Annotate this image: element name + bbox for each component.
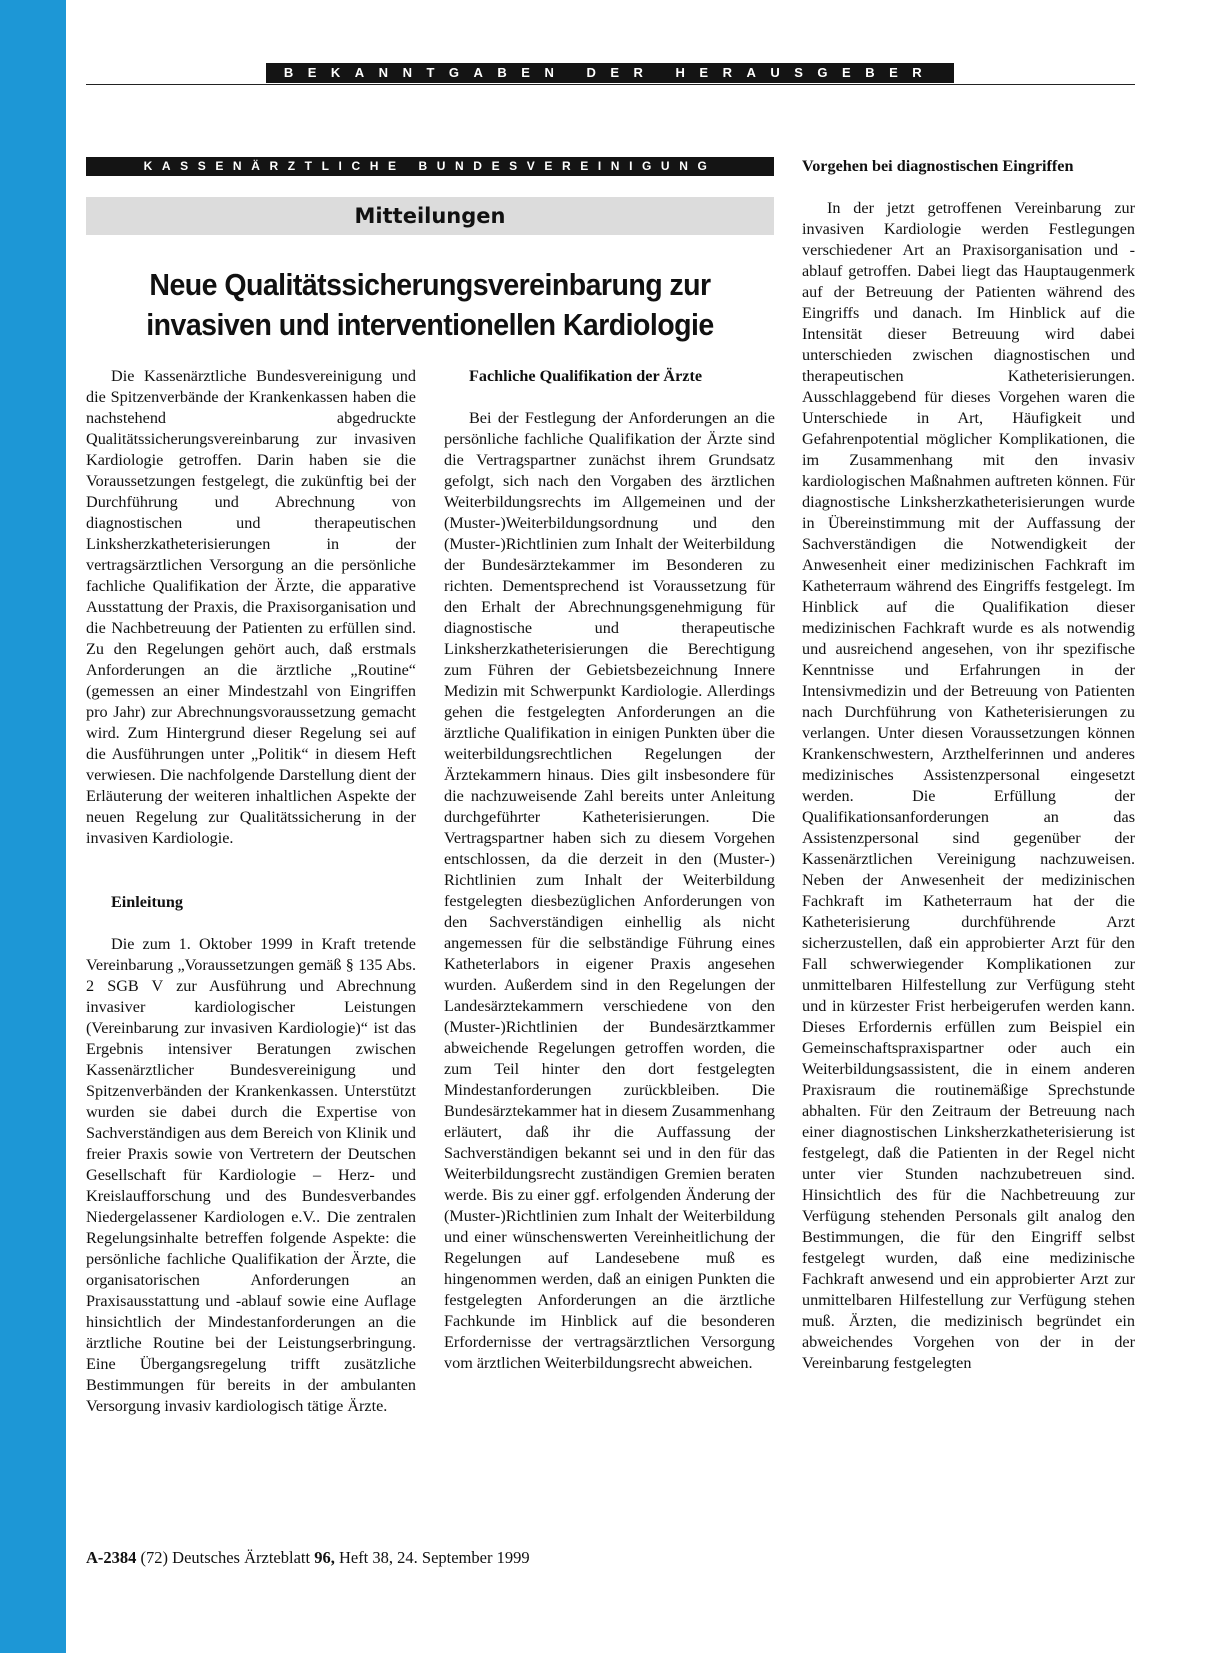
column-right bbox=[802, 156, 1135, 1374]
article-title bbox=[114, 265, 747, 345]
heading-qualifikation: Fachliche Qualifikation der Ärzte bbox=[469, 367, 703, 385]
qualifikation-paragraph: Bei der Festlegung der Anforderungen an die persönliche fachliche Qualifikation der Ärzte sind die Vertragspartner zunächst ihrem Grundsatz gefolgt, sich nach den Vorgaben des ärztlichen Weiterbildungsrechts im Allgemeinen und der (Muster-)Weiterbildungsordnung und den (Muster-)Richtlinien zum Inhalt der Weiterbildung der Bundesärztekammer im Besonderen zu richten. Dementsprechend ist Voraussetzung für den Erhalt der Abrechnungsgenehmigung für diagnostische und therapeutische Linksherzkatheterisierungen die Berechtigung zum Führen der Gebietsbezeichnung Innere Medizin mit Schwerpunkt Kardiologie. Allerdings gehen die festgelegten Anforderungen an die ärztliche Qualifikation in einigen Punkten über die weiterbildungsrechtlichen Regelungen der Ärztekammern hinaus. Dies gilt insbesondere für die nachzuweisende Zahl bereits unter Anleitung durchgeführter Katheterisierungen. Die Vertragspartner haben sich zu diesem Vorgehen entschlossen, da die derzeit in den (Muster-) Richtlinien zum Inhalt der Weiterbildung festgelegten diesbezüglichen Anforderungen von den Sachverständigen einhellig als nicht angemessen für die selbständige Führung eines Katheterlabors in eigener Praxis angesehen wurden. Außerdem sind in den Regelungen der Landesärztekammern verschiedene von den (Muster-)Richtlinien der Bundesärztkammer abweichende Regelungen getroffen worden, die zum Teil hinter den dort festgelegten Mindestanforderungen zurückbleiben. Die Bundesärztekammer hat in diesem Zusammenhang erläutert, daß ihr die Auffassung der Sachverständigen bekannt sei und in den für das Weiterbildungsrecht zuständigen Gremien beraten werde. Bis zu einer ggf. erfolgenden Änderung der (Muster-)Richtlinien zum Inhalt der Weiterbildung und einer wünschenswerten Vereinheitlichung der Regelungen auf Landesebene muß es hingenommen werden, daß an einigen Punkten die festgelegten Anforderungen an die ärztliche Fachkunde im Hinblick auf die besonderen Erfordernisse der vertragsärztlichen Versorgung vom ärztlichen Weiterbildungsrecht abweichen. bbox=[444, 409, 775, 1372]
left-color-strip bbox=[0, 0, 66, 1653]
vorgehen-paragraph: In der jetzt getroffenen Vereinbarung zur invasiven Kardiologie werden Festlegungen verschiedener Art an Praxisorganisation und -ablauf getroffen. Dabei liegt das Hauptaugenmerk auf der Betreuung der Patienten während des Eingriffs und danach. Im Hinblick auf die Intensität dieser Betreuung wird dabei unterschieden zwischen diagnostischen und therapeutischen Katheterisierungen. Ausschlaggebend für dieses Vorgehen waren die Unterschiede in Art, Häufigkeit und Gefahrenpotential möglicher Komplikationen, die im Zusammenhang mit den invasiv kardiologischen Maßnahmen auftreten können. Für diagnostische Linksherzkatheterisierungen wurde in Übereinstimmung mit der Auffassung der Sachverständigen die Notwendigkeit der Anwesenheit einer medizinischen Fachkraft im Katheterraum während des Eingriffs festgelegt. Im Hinblick auf die Qualifikation dieser medizinischen Fachkraft wurde es als notwendig und ausreichend angesehen, von ihr spezifische Kenntnisse und Erfahrungen in der Intensivmedizin und der Betreuung von Patienten nach Durchführung von Katheterisierungen zu verlangen. Unter diesen Voraussetzungen können Krankenschwestern, Arzthelferinnen und anderes medizinisches Assistenzpersonal eingesetzt werden. Die Erfüllung der Qualifikationsanforderungen an das Assistenzpersonal sind gegenüber der Kassenärztlichen Vereinigung nachzuweisen. Neben der Anwesenheit der medizinischen Fachkraft im Katheterraum hat der die Katheterisierung durchführende Arzt sicherzustellen, daß ein approbierter Arzt für den Fall schwerwiegender Komplikationen zur unmittelbaren Hilfestellung zur Verfügung steht und in kürzester Frist herbeigerufen werden kann. Dieses Erfordernis erfüllen zum Beispiel ein Gemeinschaftspraxispartner oder auch ein Weiterbildungsassistent, die in einem anderen Praxisraum die routinemäßige Sprechstunde abhalten. Für den Zeitraum der Betreuung nach einer diagnostischen Linksherzkatheterisierung ist festgelegt, daß die Patienten in der Regel nicht unter vier Stunden nachzubetreuen sind. Hinsichtlich des für die Nachbetreuung zur Verfügung stehenden Personals gilt analog den Bestimmungen, die für den Eingriff selbst festgelegt wurden, daß eine medizinische Fachkraft anwesend und ein approbierter Arzt zur unmittelbaren Hilfestellung zur Verfügung stehen muß. Ärzten, die medizinisch begründet ein abweichendes Vorgehen von der in der Vereinbarung festgelegten bbox=[802, 199, 1135, 1372]
kbv-section-band: KASSENÄRZTLICHE BUNDESVEREINIGUNG bbox=[86, 157, 774, 176]
page-footer bbox=[86, 1548, 530, 1568]
einleitung-paragraph: Die zum 1. Oktober 1999 in Kraft tretende Vereinbarung „Voraussetzungen gemäß § 135 Abs. 2 SGB V zur Ausführung und Abrechnung invasiver kardiologischer Leistungen (Vereinbarung zur invasiven Kardiologie)“ ist das Ergebnis intensiver Beratungen zwischen Kassenärztlicher Bundesvereinigung und Spitzenverbänden der Krankenkassen. Unterstützt wurden sie dabei durch die Expertise von Sachverständigen aus dem Bereich von Klinik und freier Praxis sowie von Vertretern der Deutschen Gesellschaft für Kardiologie – Herz- und Kreislaufforschung und des Bundesverbandes Niedergelassener Kardiologen e.V.. Die zentralen Regelungsinhalte betreffen folgende Aspekte: die persönliche fachliche Qualifikation der Ärzte, die organisatorischen Anforderungen an Praxisausstattung und -ablauf sowie eine Auflage hinsichtlich der Mindestanforderungen an die ärztliche Routine bei der Leistungserbringung. Eine Übergangsregelung trifft zusätzliche Bestimmungen für bereits in der ambulanten Versorgung invasiv kardiologisch tätige Ärzte. bbox=[86, 935, 416, 1415]
column-left bbox=[86, 366, 416, 1417]
article-title-line1: Neue Qualitätssicherungsvereinbarung zur bbox=[149, 267, 711, 302]
footer-citation-post: Heft 38, 24. September 1999 bbox=[338, 1548, 530, 1567]
article-title-line2: invasiven und interventionellen Kardiologie bbox=[146, 307, 714, 342]
subsection-heading: Mitteilungen bbox=[86, 197, 774, 235]
header-section-band: BEKANNTGABEN DER HERAUSGEBER bbox=[266, 63, 954, 83]
heading-vorgehen: Vorgehen bei diagnostischen Eingriffen bbox=[802, 157, 1074, 175]
footer-volume: 96, bbox=[314, 1548, 335, 1567]
column-middle bbox=[444, 366, 775, 1374]
intro-paragraph: Die Kassenärztliche Bundesvereinigung und die Spitzenverbände der Krankenkassen haben die nachstehend abgedruckte Qualitätssicherungsvereinbarung zur invasiven Kardiologie getroffen. Darin haben sie die Voraussetzungen festgelegt, die zukünftig bei der Durchführung und Abrechnung von diagnostischen und therapeutischen Linksherzkatheterisierungen in der vertragsärztlichen Versorgung an die persönliche fachliche Qualifikation der Ärzte, die apparative Ausstattung der Praxis, die Praxisorganisation und die Nachbetreuung der Patienten zu erfüllen sind. Zu den Regelungen gehört auch, daß erstmals Anforderungen an die ärztliche „Routine“ (gemessen an einer Mindestzahl von Eingriffen pro Jahr) zur Abrechnungsvoraussetzung gemacht wird. Zum Hintergrund dieser Regelung sei auf die Ausführungen unter „Politik“ in diesem Heft verwiesen. Die nachfolgende Darstellung dient der Erläuterung der weiteren inhaltlichen Aspekte der neuen Regelung zur Qualitätssicherung in der invasiven Kardiologie. bbox=[86, 367, 416, 847]
page-number: A-2384 bbox=[86, 1548, 137, 1567]
header-rule bbox=[86, 84, 1135, 85]
footer-citation-pre: (72) Deutsches Ärzteblatt bbox=[140, 1548, 311, 1567]
heading-einleitung: Einleitung bbox=[111, 893, 183, 911]
